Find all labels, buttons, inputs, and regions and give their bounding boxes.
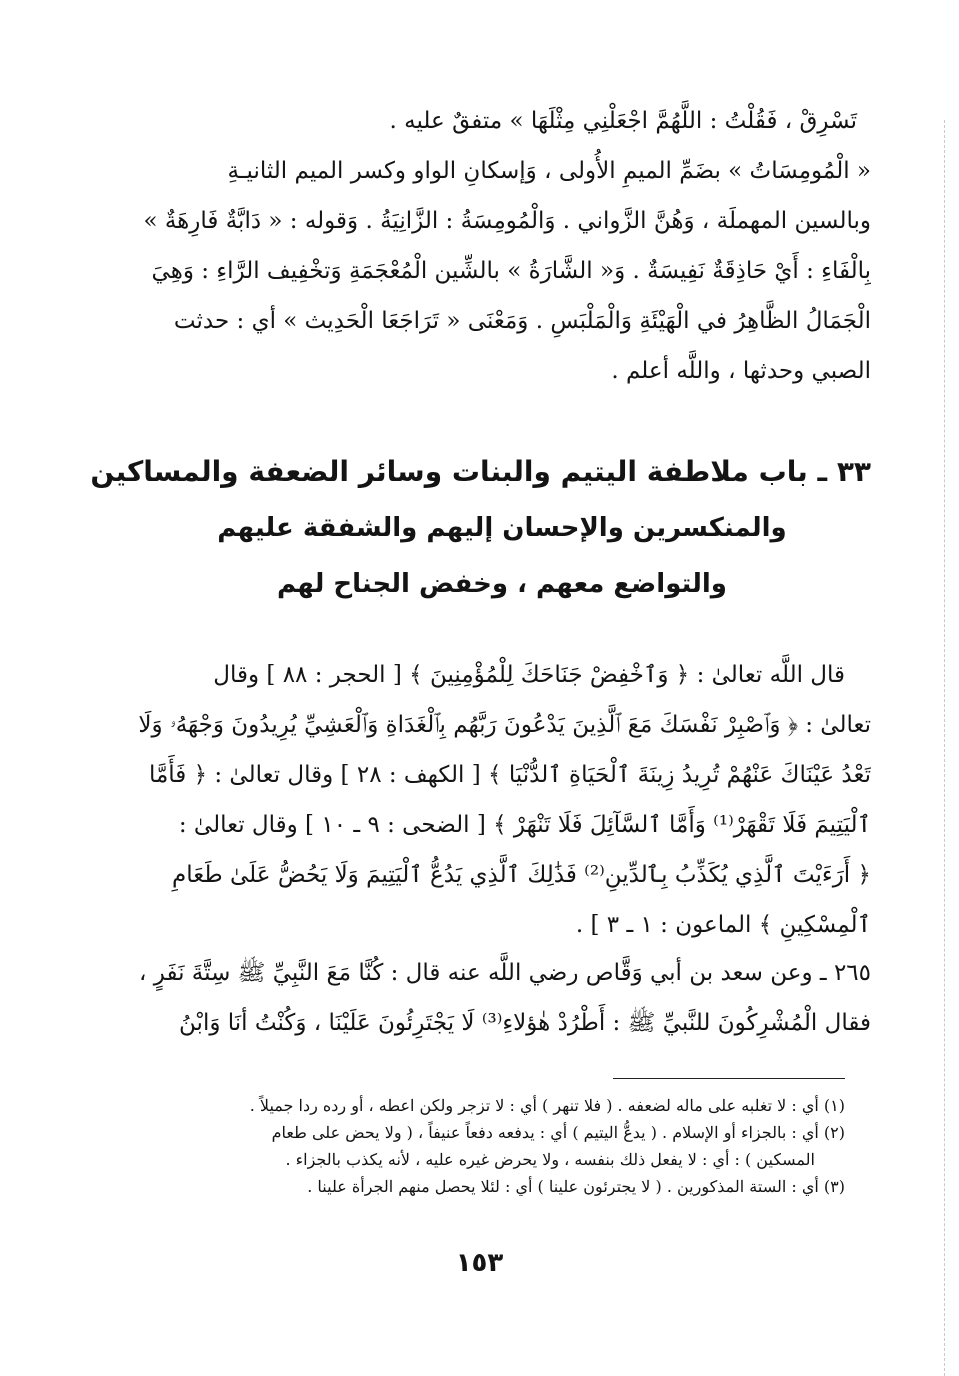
hadith-line: ٢٦٥ ـ وعن سعد بن أبي وَقَّاص رضي اللَّه عنه قال : كُنَّا مَعَ النَّبِيِّ ﷺ سِتَّةَ نَفَرٍ ، [139, 960, 871, 986]
intro-line: بِالْفَاءِ : أَيْ حَاذِقَةٌ نَفِيسَةٌ . وَ« الشَّارَةُ » بالشِّين الْمُعْجَمَةِ وَتخْفِيف الرَّاءِ : وَهِيَ [151, 258, 871, 284]
intro-line: تَسْرِقْ ، فَقُلْتُ : اللَّهُمَّ اجْعَلْنِي مِثْلَهَا » متفقٌ عليه . [389, 108, 857, 134]
page-number: ١٥٣ [455, 1248, 504, 1278]
footnotes [103, 1092, 845, 1200]
intro-line: « الْمُومِسَاتُ » بضَمِّ الميمِ الأُولى ، وَإسكانِ الواو وكسر الميم الثانيـةِ [227, 158, 871, 184]
footnote-2-continuation: المسكين ) : أي : لا يفعل ذلك بنفسه ، ولا يحرض غيره عليه ، لأنه يكذب بالجزاء . [285, 1150, 815, 1169]
footnote-2: (٢) أي : بالجزاء أو الإسلام . ( يدعُّ اليتيم ) أي : يدفعه دفعاً عنيفاً ، ( ولا يحض على طعام [271, 1123, 845, 1142]
intro-line: الْجَمَالُ الظَّاهِرُ في الْهَيْئَةِ وَالْمَلْبَسِ . وَمَعْنَى « تَرَاجَعَا الْحَدِيث » أي : حدثت [173, 308, 871, 334]
intro-paragraph [133, 96, 871, 396]
hadith-paragraph [133, 948, 871, 1048]
chapter-heading [90, 444, 871, 612]
quran-verses-paragraph [133, 650, 871, 950]
verse-line: ٱلْيَتِيمَ فَلَا تَقْهَرْ⁽¹⁾ وَأَمَّا ٱلسَّآئِلَ فَلَا تَنْهَرْ ﴾ [ الضحى : ٩ ـ ١٠ ] وقال تعالىٰ : [178, 812, 871, 838]
intro-line: الصبي وحدثها ، واللَّه أعلم . [611, 358, 871, 384]
verse-line: تعالىٰ : ﴿ وَٱصْبِرْ نَفْسَكَ مَعَ ٱلَّذِينَ يَدْعُونَ رَبَّهُم بِٱلْغَدَاةِ وَٱلْعَشِيِّ يُرِيدُونَ وَجْهَهُۥ وَلَا [138, 712, 871, 738]
chapter-subtitle: والتواضع معهم ، وخفض الجناح لهم [277, 569, 727, 599]
page-edge-line [944, 120, 945, 1376]
chapter-subtitle: والمنكسرين والإحسان إليهم والشفقة عليهم [217, 513, 787, 543]
footnote-3: (٣) أي : الستة المذكورين . ( لا يجترئون علينا ) أي : لئلا يحصل منهم الجرأة علينا . [307, 1177, 845, 1196]
chapter-title: ٣٣ ـ باب ملاطفة اليتيم والبنات وسائر الضعفة والمساكين [90, 455, 871, 488]
hadith-line: فقال الْمُشْرِكُونَ للنَّبيِّ ﷺ : أَطْرُدْ هٰؤلاءِ⁽³⁾ لَا يَجْتَرِئُونَ عَلَيْنَا ، وَكُنْتُ أنَا وَابْنُ [179, 1010, 871, 1036]
verse-line: قال اللَّه تعالىٰ : ﴿ وَٱخْفِضْ جَنَاحَكَ لِلْمُؤْمِنِينَ ﴾ [ الحجر : ٨٨ ] وقال [213, 662, 845, 688]
verse-line: ٱلْمِسْكِينِ ﴾ الماعون : ١ ـ ٣ ] . [575, 912, 871, 938]
verse-line: ﴿ أَرَءَيْتَ ٱلَّذِي يُكَذِّبُ بِٱلدِّينِ⁽²⁾ فَذَٰلِكَ ٱلَّذِي يَدُعُّ ٱلْيَتِيمَ وَلَا يَحُضُّ عَلَىٰ طَعَامِ [172, 862, 871, 888]
verse-line: تَعْدُ عَيْنَاكَ عَنْهُمْ تُرِيدُ زِينَةَ ٱلْحَيَاةِ ٱلدُّنْيَا ﴾ [ الكهف : ٢٨ ] وقال تعالىٰ : ﴿ فَأَمَّا [148, 762, 871, 788]
footnote-1: (١) أي : لا تغلبه على ماله لضعفه . ( فلا تنهر ) أي : لا تزجر ولكن اعطه ، أو رده ردا جميلاً . [249, 1096, 845, 1115]
footnote-divider [613, 1078, 845, 1079]
intro-line: وبالسين المهملَة ، وَهُنَّ الزَّواني . وَالْمُومِسَةُ : الزَّانِيَةُ . وَقوله : « دَابَّةٌ فَارِهَةٌ » [143, 208, 871, 234]
